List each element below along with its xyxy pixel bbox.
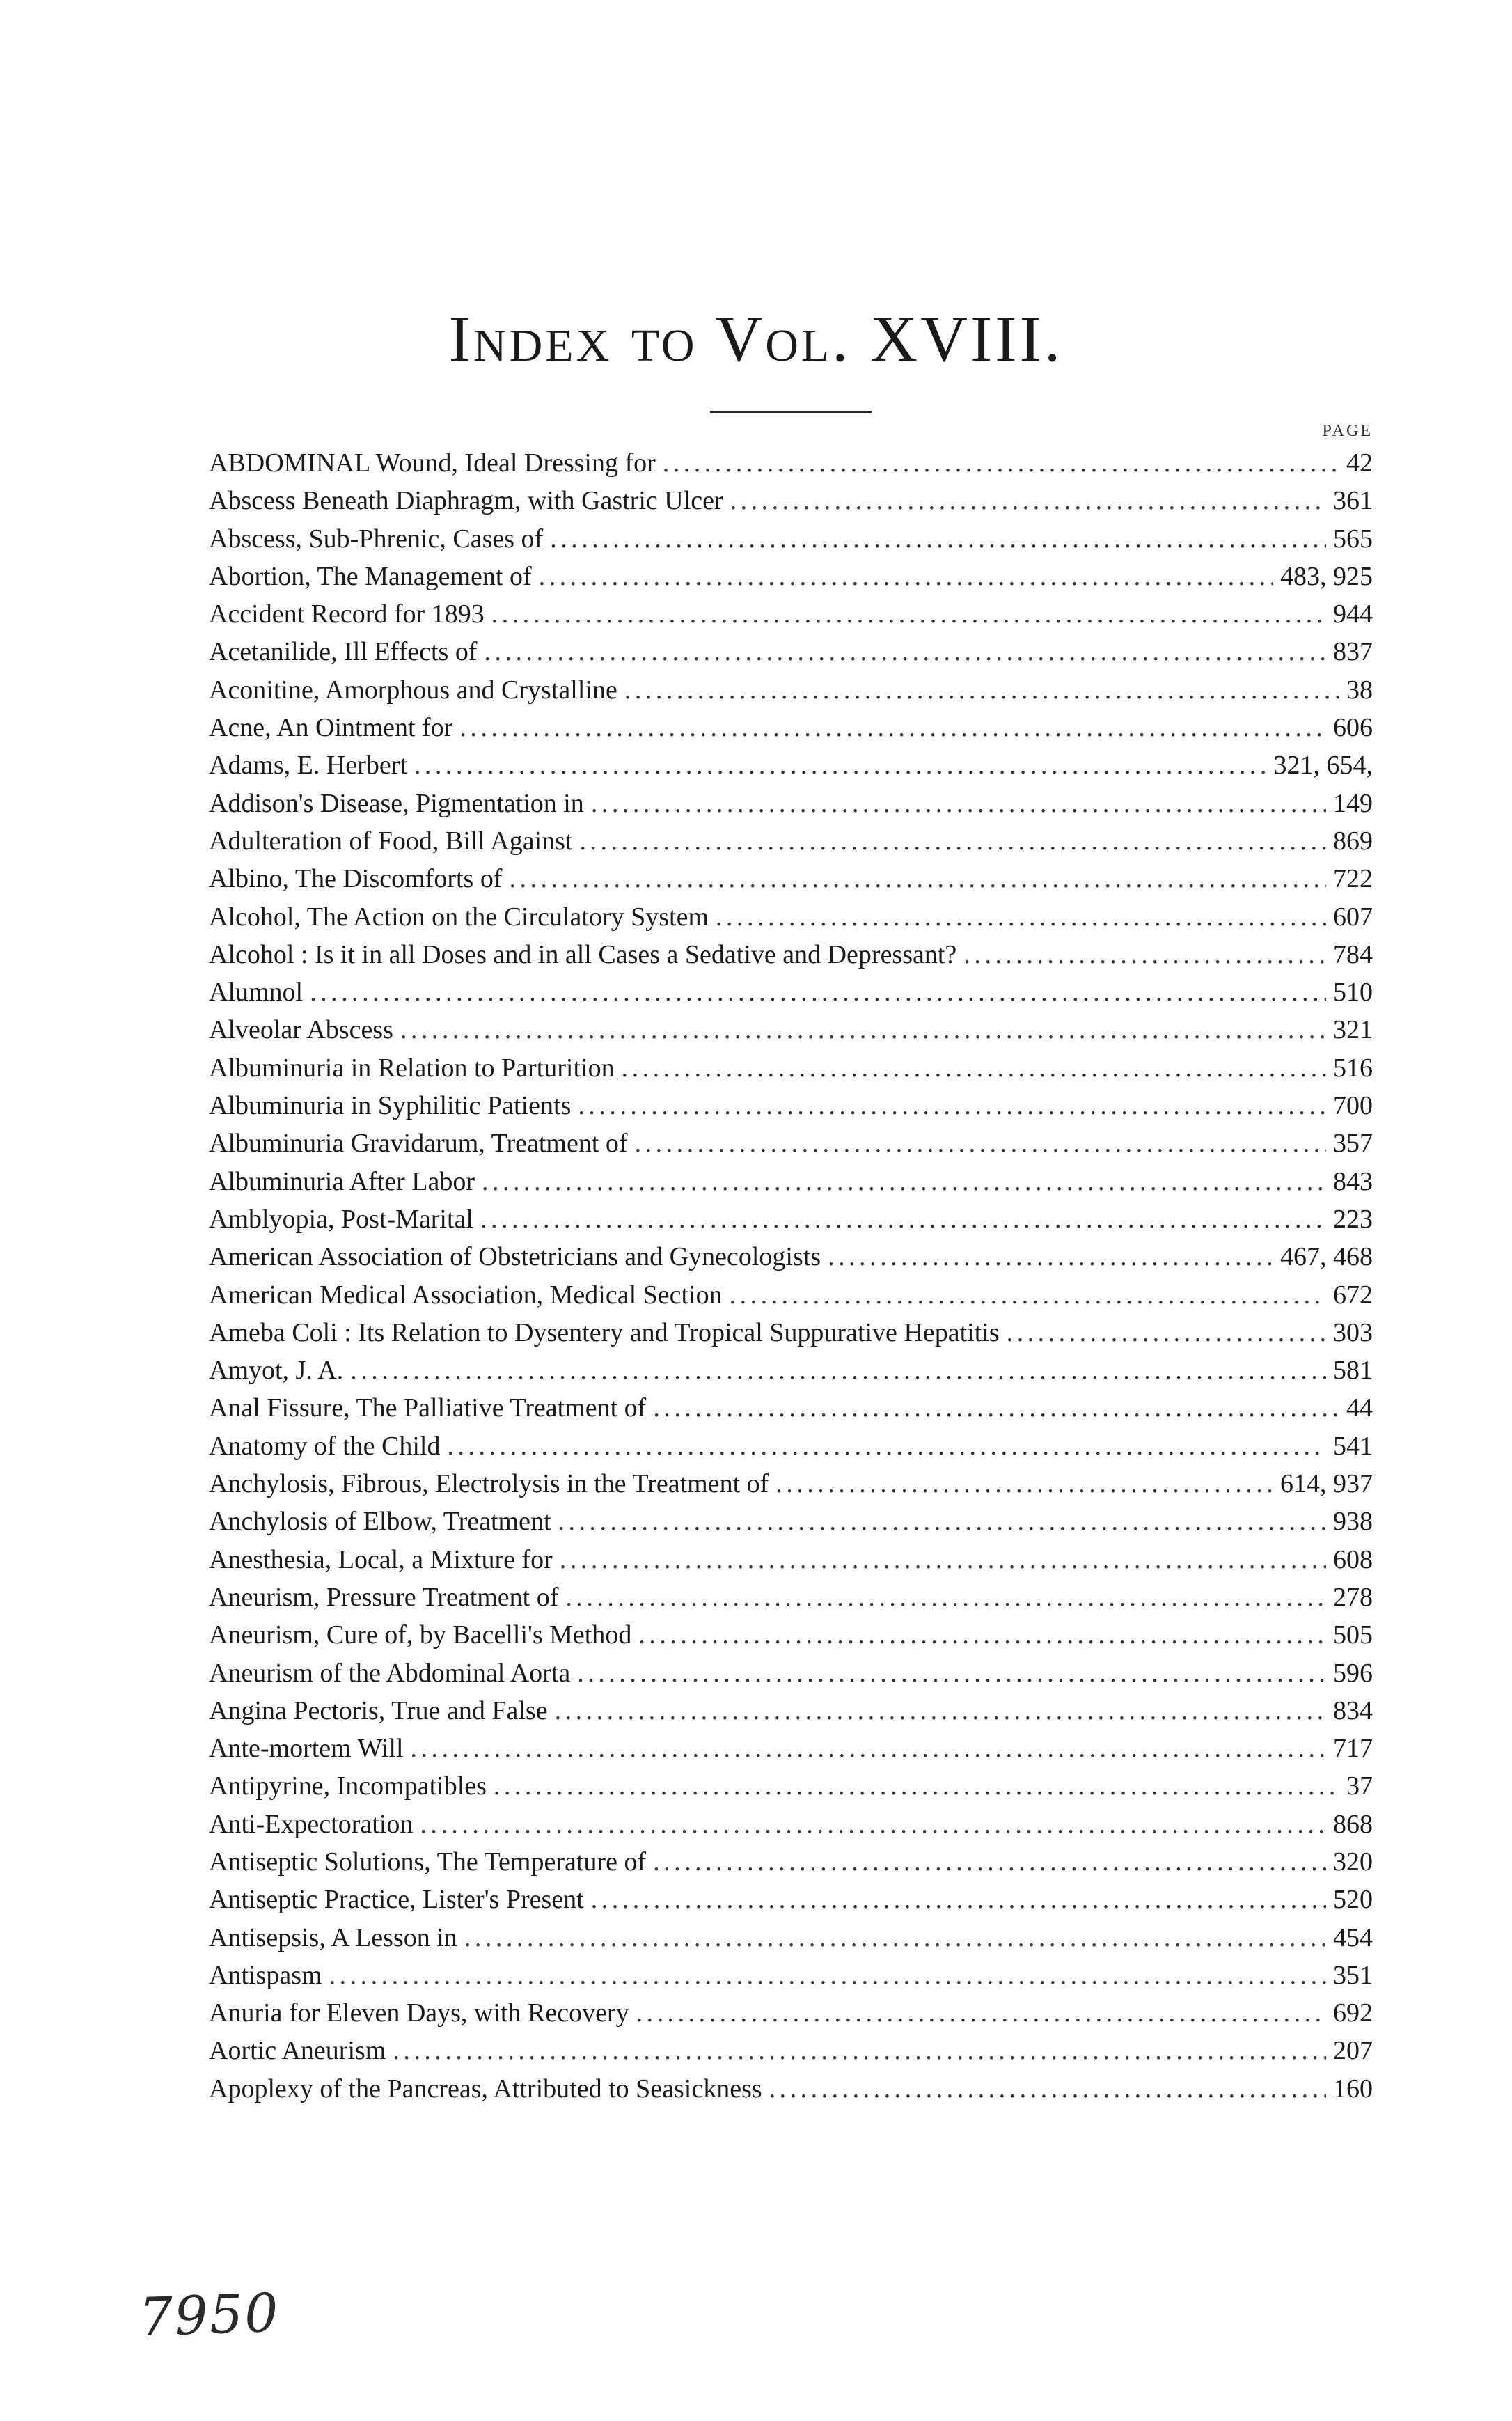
index-entry-pages: 938 [1333,1507,1373,1537]
index-entry-pages: 672 [1333,1280,1373,1310]
index-entry [209,1957,1373,1994]
index-entry-topic: Anti-Expectoration [209,1809,414,1839]
dot-leader [769,2070,1326,2108]
index-entry-pages: 869 [1333,826,1373,856]
index-entry-pages: 351 [1333,1960,1373,1990]
index-entry-topic: Alveolar Abscess [209,1015,393,1045]
dot-leader [509,860,1326,898]
dot-leader [579,822,1326,860]
index-entry-pages: 516 [1333,1053,1373,1083]
index-entry-pages: 565 [1333,524,1373,554]
dot-leader [653,1843,1326,1881]
dot-leader [577,1654,1326,1692]
dot-leader [635,1125,1326,1162]
index-entry [209,1881,1373,1918]
index-entry [209,1163,1373,1200]
index-entry [209,1541,1373,1578]
index-entry-topic: ABDOMINAL Wound, Ideal Dressing for [209,448,656,478]
index-entry [209,1919,1373,1957]
dot-leader [558,1503,1326,1540]
title-divider [710,411,872,413]
dot-leader [591,785,1326,822]
index-entry [209,595,1373,633]
dot-leader [663,444,1339,482]
dot-leader [716,898,1326,936]
index-entry-topic: Aortic Aneurism [209,2036,386,2066]
dot-leader [963,936,1326,973]
index-entry-pages: 278 [1333,1582,1373,1612]
index-entry-topic: Angina Pectoris, True and False [209,1695,548,1725]
index-entry-pages: 614, 937 [1280,1469,1373,1499]
index-entry-pages: 722 [1333,864,1373,894]
dot-leader [400,1011,1326,1049]
dot-leader [447,1427,1326,1465]
index-entry-topic: Amblyopia, Post-Marital [209,1204,473,1234]
index-entry-pages: 606 [1333,713,1373,743]
dot-leader [624,671,1339,709]
index-entry-topic: Antiseptic Practice, Lister's Present [209,1885,584,1915]
dot-leader [393,2032,1326,2069]
index-entry-topic: Acetanilide, Ill Effects of [209,637,478,667]
index-entry-pages: 581 [1333,1356,1373,1386]
index-entry-topic: Antispasm [209,1960,322,1990]
index-entry-pages: 510 [1333,978,1373,1008]
dot-leader [464,1919,1326,1957]
dot-leader [350,1351,1326,1389]
index-entry-topic: Ameba Coli : Its Relation to Dysentery and Tropical Suppurative Hepatitis [209,1317,1000,1347]
index-entry-pages: 944 [1333,600,1373,629]
index-entry-pages: 717 [1333,1734,1373,1764]
index-entry-topic: Alcohol : Is it in all Doses and in all Cases a Sedative and Depressant? [209,939,957,969]
index-entry-pages: 868 [1333,1809,1373,1839]
index-entry-topic: Albuminuria in Syphilitic Patients [209,1091,572,1121]
index-entry [209,746,1373,784]
index-entry-pages: 837 [1333,637,1373,667]
index-entry [209,1654,1373,1692]
index-entry-topic: American Medical Association, Medical Section [209,1280,723,1310]
dot-leader [482,1163,1326,1200]
index-entry-pages: 42 [1346,448,1373,478]
index-entry [209,2070,1373,2108]
index-entry-topic: Albuminuria in Relation to Parturition [209,1053,615,1083]
dot-leader [484,633,1326,671]
index-entry-topic: Anal Fissure, The Palliative Treatment of [209,1393,647,1423]
index-entry-pages: 541 [1333,1431,1373,1461]
index-entry-topic: Abscess Beneath Diaphragm, with Gastric Ulcer [209,486,723,516]
index-entry [209,520,1373,558]
index-entry-pages: 44 [1346,1393,1373,1423]
index-entry [209,1578,1373,1616]
index-entry [209,936,1373,973]
dot-leader [653,1389,1339,1427]
index-entry-pages: 149 [1333,788,1373,818]
index-entry-pages: 843 [1333,1166,1373,1196]
index-entry [209,2032,1373,2069]
index-entry [209,633,1373,671]
index-entry-topic: Acne, An Ointment for [209,713,453,743]
dot-leader [730,482,1326,519]
index-entry [209,785,1373,822]
dot-leader [636,1994,1326,2032]
dot-leader [539,558,1273,595]
dot-leader [775,1465,1273,1503]
index-entry-topic: Albuminuria Gravidarum, Treatment of [209,1129,628,1159]
index-entry [209,822,1373,860]
index-entry [209,860,1373,898]
index-entry [209,444,1373,482]
dot-leader [1007,1314,1326,1351]
dot-leader [459,709,1326,746]
index-entry [209,1314,1373,1351]
index-entry-topic: Anuria for Eleven Days, with Recovery [209,1998,629,2028]
index-entry-pages: 596 [1333,1658,1373,1688]
page-title: Index to Vol. XVIII. [448,303,1064,375]
dot-leader [730,1276,1326,1314]
dot-leader [578,1087,1326,1125]
dot-leader [411,1730,1326,1767]
dot-leader [828,1238,1273,1276]
index-entry-pages: 321 [1333,1015,1373,1045]
dot-leader [480,1200,1326,1238]
index-entry-topic: Albino, The Discomforts of [209,864,503,894]
dot-leader [622,1049,1326,1087]
index-entry-topic: Adams, E. Herbert [209,751,407,781]
index-entry-topic: Accident Record for 1893 [209,600,485,629]
index-entry [209,709,1373,746]
index-entry [209,1692,1373,1730]
index-entry [209,1049,1373,1087]
index-entry-pages: 38 [1346,675,1373,705]
index-entry-topic: Abscess, Sub-Phrenic, Cases of [209,524,544,554]
index-entry [209,1503,1373,1540]
index-entry [209,1843,1373,1881]
handwritten-accession-number: 7950 [138,2281,281,2349]
index-entry [209,1994,1373,2032]
index-entry-topic: Antisepsis, A Lesson in [209,1922,457,1952]
index-entry [209,558,1373,595]
dot-leader [494,1767,1339,1805]
index-entry-topic: Apoplexy of the Pancreas, Attributed to Seasickness [209,2074,762,2103]
index-entry-topic: Aneurism of the Abdominal Aorta [209,1658,571,1688]
index-entry-topic: Antiseptic Solutions, The Temperature of [209,1847,647,1877]
dot-leader [555,1692,1326,1730]
dot-leader [638,1616,1326,1654]
index-entry-topic: Alcohol, The Action on the Circulatory System [209,902,709,932]
index-entry-pages: 454 [1333,1922,1373,1952]
index-entry-topic: Addison's Disease, Pigmentation in [209,788,584,818]
dot-leader [591,1881,1326,1918]
index-entry [209,1200,1373,1238]
index-entry-pages: 207 [1333,2036,1373,2066]
index-entry [209,1389,1373,1427]
index-entry-topic: Aneurism, Pressure Treatment of [209,1582,559,1612]
dot-leader [420,1805,1326,1843]
index-entry-pages: 608 [1333,1544,1373,1574]
index-entry-pages: 37 [1346,1771,1373,1801]
index-entry [209,1011,1373,1049]
index-entry-topic: Aconitine, Amorphous and Crystalline [209,675,617,705]
index-entry [209,1238,1373,1276]
index-entry-pages: 321, 654, [1273,751,1373,781]
index-entry-pages: 160 [1333,2074,1373,2103]
index-entry-topic: Albuminuria After Labor [209,1166,475,1196]
index-entry-topic: Anatomy of the Child [209,1431,441,1461]
index-entry [209,898,1373,936]
index-entry-pages: 834 [1333,1695,1373,1725]
dot-leader [414,746,1267,784]
index-entry-pages: 607 [1333,902,1373,932]
index-entry-topic: Anchylosis, Fibrous, Electrolysis in the Treatment of [209,1469,769,1499]
index-entry-pages: 357 [1333,1129,1373,1159]
index-entry-topic: Ante-mortem Will [209,1734,404,1764]
index-entries [209,444,1373,2108]
index-entry-pages: 520 [1333,1885,1373,1915]
index-entry-topic: American Association of Obstetricians and Gynecologists [209,1242,821,1272]
dot-leader [560,1541,1326,1578]
dot-leader [550,520,1326,558]
index-entry-pages: 361 [1333,486,1373,516]
index-entry-topic: Amyot, J. A. [209,1356,344,1386]
index-entry [209,1465,1373,1503]
index-entry-pages: 700 [1333,1091,1373,1121]
index-entry-topic: Alumnol [209,978,304,1008]
index-entry [209,482,1373,519]
index-entry-pages: 692 [1333,1998,1373,2028]
index-entry [209,1767,1373,1805]
dot-leader [491,595,1326,633]
index-entry-topic: Anchylosis of Elbow, Treatment [209,1507,551,1537]
dot-leader [329,1957,1326,1994]
index-entry [209,1616,1373,1654]
index-entry [209,671,1373,709]
index-entry-pages: 505 [1333,1620,1373,1650]
dot-leader [310,973,1326,1011]
index-entry-topic: Aneurism, Cure of, by Bacelli's Method [209,1620,632,1650]
index-entry-pages: 784 [1333,939,1373,969]
index-entry [209,1125,1373,1162]
index-entry [209,973,1373,1011]
index-entry [209,1730,1373,1767]
index-entry-topic: Adulteration of Food, Bill Against [209,826,573,856]
index-entry [209,1351,1373,1389]
index-entry-pages: 483, 925 [1280,561,1373,591]
index-entry [209,1276,1373,1314]
page-column-heading: PAGE [1322,422,1373,440]
index-entry [209,1427,1373,1465]
index-entry-pages: 320 [1333,1847,1373,1877]
dot-leader [565,1578,1326,1616]
index-entry-pages: 223 [1333,1204,1373,1234]
index-entry [209,1087,1373,1125]
index-entry-pages: 467, 468 [1280,1242,1373,1272]
index-entry [209,1805,1373,1843]
index-entry-pages: 303 [1333,1317,1373,1347]
index-entry-topic: Abortion, The Management of [209,561,532,591]
index-entry-topic: Antipyrine, Incompatibles [209,1771,487,1801]
index-entry-topic: Anesthesia, Local, a Mixture for [209,1544,553,1574]
